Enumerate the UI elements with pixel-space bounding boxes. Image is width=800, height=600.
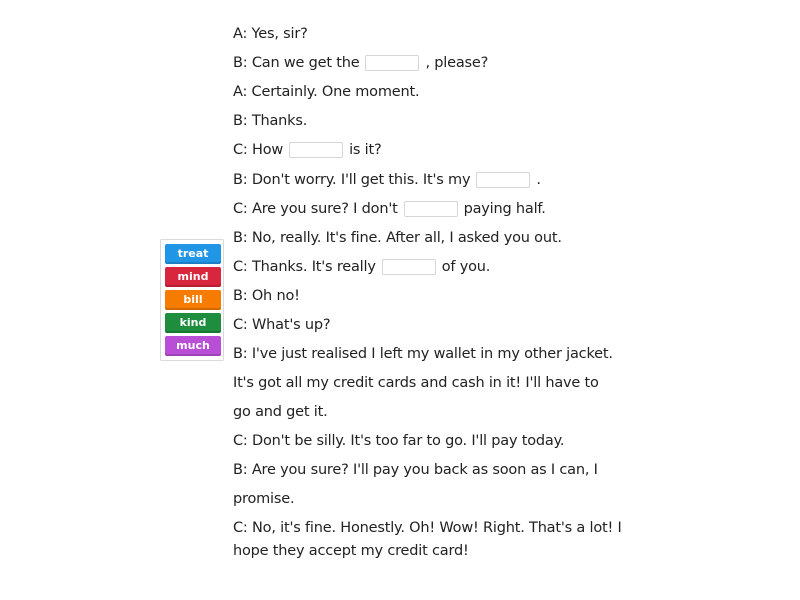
- line-text: B: Can we get the: [233, 55, 360, 71]
- dialogue-line: hope they accept my credit card!: [233, 543, 469, 559]
- blank-drop-5[interactable]: [382, 259, 436, 275]
- dialogue-line: C: No, it's fine. Honestly. Oh! Wow! Right. That's a lot! I: [233, 520, 622, 536]
- line-text: , please?: [425, 55, 489, 71]
- dialogue-line: B: Thanks.: [233, 113, 308, 129]
- line-text: C: Are you sure? I don't: [233, 201, 398, 217]
- word-chip-much[interactable]: much: [165, 336, 221, 356]
- dialogue-line: B: Are you sure? I'll pay you back as soon as I can, I: [233, 462, 598, 478]
- dialogue-line: It's got all my credit cards and cash in it! I'll have to: [233, 375, 599, 391]
- dialogue-line: [233, 170, 541, 190]
- line-text: paying half.: [463, 201, 546, 217]
- blank-drop-1[interactable]: [365, 55, 419, 71]
- blank-drop-3[interactable]: [476, 172, 530, 188]
- dialogue-line: B: Oh no!: [233, 288, 300, 304]
- dialogue-line: A: Certainly. One moment.: [233, 84, 420, 100]
- dialogue-line: C: What's up?: [233, 317, 331, 333]
- word-chip-mind[interactable]: mind: [165, 267, 221, 287]
- dialogue-line: B: No, really. It's fine. After all, I asked you out.: [233, 230, 562, 246]
- word-chip-kind[interactable]: kind: [165, 313, 221, 333]
- dialogue-line: go and get it.: [233, 404, 328, 420]
- blank-drop-4[interactable]: [404, 201, 458, 217]
- word-bank: [160, 239, 224, 361]
- line-text: is it?: [349, 142, 382, 158]
- line-text: C: Thanks. It's really: [233, 259, 376, 275]
- dialogue-line: [233, 53, 488, 73]
- dialogue-line: [233, 257, 490, 277]
- dialogue-line: A: Yes, sir?: [233, 26, 308, 42]
- line-text: C: How: [233, 142, 284, 158]
- line-text: .: [536, 172, 541, 188]
- word-chip-treat[interactable]: treat: [165, 244, 221, 264]
- dialogue-line: B: I've just realised I left my wallet in my other jacket.: [233, 346, 613, 362]
- dialogue-line: C: Don't be silly. It's too far to go. I'll pay today.: [233, 433, 565, 449]
- blank-drop-2[interactable]: [289, 142, 343, 158]
- dialogue-line: [233, 199, 546, 219]
- word-chip-bill[interactable]: bill: [165, 290, 221, 310]
- dialogue-line: promise.: [233, 491, 295, 507]
- dialogue-line: [233, 140, 381, 160]
- line-text: B: Don't worry. I'll get this. It's my: [233, 172, 471, 188]
- line-text: of you.: [441, 259, 491, 275]
